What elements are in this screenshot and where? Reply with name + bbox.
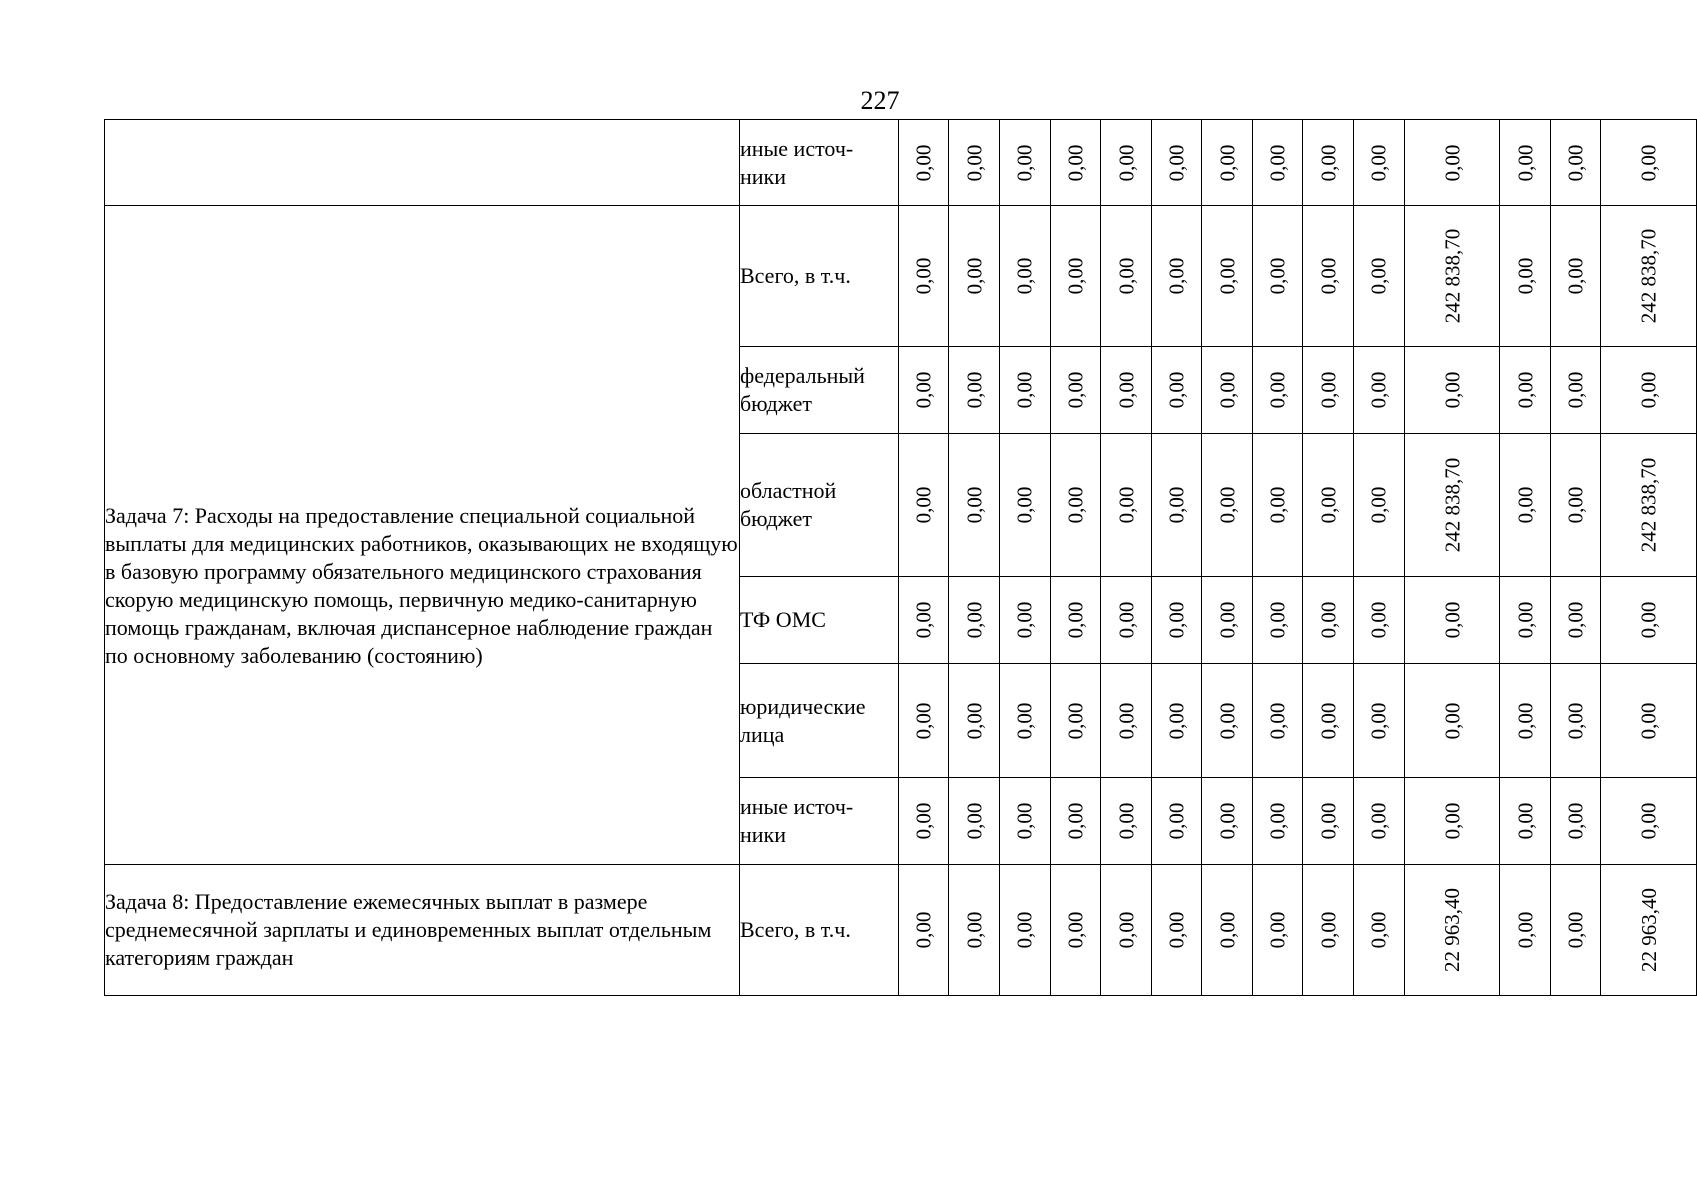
value-text: 0,00 — [1164, 802, 1189, 840]
funding-source-cell — [739, 347, 898, 434]
value-text: 0,00 — [1636, 371, 1661, 409]
value-cell — [1303, 120, 1354, 206]
value-text: 0,00 — [1512, 601, 1537, 639]
value-cell — [1404, 120, 1500, 206]
value-text: 0,00 — [1316, 911, 1341, 949]
value-cell — [949, 434, 1000, 577]
value-text: 0,00 — [1316, 371, 1341, 409]
value-cell — [1404, 664, 1500, 778]
value-text: 0,00 — [1063, 371, 1088, 409]
value-cell — [1101, 664, 1152, 778]
value-cell — [1500, 347, 1551, 434]
value-text: 0,00 — [911, 911, 936, 949]
value-cell — [1252, 664, 1303, 778]
value-cell — [1303, 865, 1354, 996]
value-cell — [1550, 347, 1601, 434]
value-text: 0,00 — [1113, 702, 1138, 739]
value-cell — [1354, 778, 1405, 865]
value-cell — [1202, 206, 1253, 347]
value-text: 0,00 — [1366, 144, 1391, 181]
value-text: 0,00 — [1563, 802, 1588, 840]
value-text: 0,00 — [1636, 702, 1661, 739]
value-cell — [949, 120, 1000, 206]
value-cell — [1500, 434, 1551, 577]
value-text: 0,00 — [1265, 601, 1290, 639]
value-cell — [1151, 206, 1202, 347]
value-text: 0,00 — [1316, 702, 1341, 739]
value-cell — [1050, 434, 1101, 577]
value-cell — [1151, 347, 1202, 434]
value-text: 0,00 — [1113, 486, 1138, 524]
value-text: 0,00 — [1316, 486, 1341, 524]
value-text: 0,00 — [1164, 371, 1189, 409]
value-cell — [1202, 577, 1253, 664]
value-text: 0,00 — [911, 601, 936, 639]
value-cell — [1354, 206, 1405, 347]
value-text: 0,00 — [911, 802, 936, 840]
value-cell — [1050, 120, 1101, 206]
value-cell — [1550, 778, 1601, 865]
value-cell — [1303, 577, 1354, 664]
value-cell — [1550, 434, 1601, 577]
value-text: 0,00 — [1012, 802, 1037, 840]
value-text: 242 838,70 — [1636, 228, 1661, 324]
value-text: 0,00 — [962, 911, 987, 949]
value-text: 0,00 — [1012, 911, 1037, 949]
value-text: 0,00 — [1366, 486, 1391, 524]
value-cell — [898, 778, 949, 865]
value-cell — [1252, 347, 1303, 434]
value-cell — [1601, 120, 1697, 206]
value-cell — [999, 434, 1050, 577]
value-text: 0,00 — [1316, 802, 1341, 840]
value-cell — [1354, 347, 1405, 434]
value-text: 0,00 — [911, 257, 936, 295]
funding-source-label: юридические лица — [739, 693, 866, 747]
value-cell — [1500, 577, 1551, 664]
value-cell — [1050, 347, 1101, 434]
value-text: 0,00 — [1563, 702, 1588, 739]
value-cell — [1404, 206, 1500, 347]
value-cell — [1151, 577, 1202, 664]
value-cell — [949, 778, 1000, 865]
funding-source-cell — [739, 577, 898, 664]
value-cell — [1050, 865, 1101, 996]
value-cell — [1601, 577, 1697, 664]
value-cell — [1151, 865, 1202, 996]
value-cell — [1500, 206, 1551, 347]
value-text: 0,00 — [1366, 371, 1391, 409]
value-cell — [1354, 865, 1405, 996]
value-text: 0,00 — [1063, 257, 1088, 295]
value-text: 22 963,40 — [1439, 888, 1464, 972]
value-cell — [1151, 434, 1202, 577]
value-text: 0,00 — [1439, 702, 1464, 739]
value-cell — [999, 120, 1050, 206]
value-text: 0,00 — [1063, 486, 1088, 524]
funding-source-cell — [739, 434, 898, 577]
value-text: 0,00 — [962, 601, 987, 639]
value-text: 0,00 — [1113, 371, 1138, 409]
value-text: 0,00 — [1164, 601, 1189, 639]
funding-source-cell — [739, 664, 898, 778]
value-text: 0,00 — [1063, 702, 1088, 739]
value-text: 0,00 — [1512, 144, 1537, 181]
value-cell — [1101, 577, 1152, 664]
value-cell — [1252, 434, 1303, 577]
value-text: 0,00 — [1215, 486, 1240, 524]
funding-source-label: иные источ-ники — [739, 794, 854, 847]
funding-source-label: иные источ-ники — [739, 135, 854, 189]
value-cell — [1550, 577, 1601, 664]
value-cell — [898, 347, 949, 434]
task-description-cell — [105, 865, 740, 996]
value-text: 0,00 — [1113, 601, 1138, 639]
value-cell — [898, 577, 949, 664]
value-text: 0,00 — [1215, 601, 1240, 639]
value-cell — [999, 347, 1050, 434]
value-text: 0,00 — [911, 702, 936, 739]
value-cell — [999, 206, 1050, 347]
value-cell — [1601, 664, 1697, 778]
value-cell — [898, 120, 949, 206]
value-text: 0,00 — [1265, 802, 1290, 840]
value-cell — [949, 664, 1000, 778]
task-description: Задача 8: Предоставление ежемесячных выплат в размере среднемесячной зарплаты и единовременных выплат отдельным категориям граждан — [105, 889, 712, 970]
value-cell — [1500, 865, 1551, 996]
value-text: 0,00 — [1316, 257, 1341, 295]
value-text: 0,00 — [1265, 371, 1290, 409]
value-cell — [1202, 664, 1253, 778]
value-text: 0,00 — [1265, 257, 1290, 295]
funding-source-cell — [739, 206, 898, 347]
value-text: 0,00 — [911, 371, 936, 409]
value-text: 0,00 — [1439, 371, 1464, 409]
value-cell — [898, 664, 949, 778]
value-text: 0,00 — [1265, 486, 1290, 524]
value-cell — [1101, 347, 1152, 434]
value-text: 0,00 — [1113, 802, 1138, 840]
value-cell — [949, 206, 1000, 347]
value-cell — [1252, 120, 1303, 206]
value-text: 0,00 — [1563, 911, 1588, 949]
value-cell — [1404, 577, 1500, 664]
value-cell — [1303, 778, 1354, 865]
value-text: 0,00 — [1636, 601, 1661, 639]
value-text: 22 963,40 — [1636, 888, 1661, 972]
value-text: 0,00 — [962, 802, 987, 840]
funding-source-label: областной бюджет — [739, 478, 837, 531]
value-cell — [999, 865, 1050, 996]
value-cell — [1303, 347, 1354, 434]
value-text: 0,00 — [1265, 911, 1290, 949]
value-cell — [1601, 434, 1697, 577]
value-text: 0,00 — [1113, 911, 1138, 949]
value-cell — [1550, 120, 1601, 206]
value-text: 0,00 — [1366, 702, 1391, 739]
value-text: 0,00 — [1012, 601, 1037, 639]
value-text: 0,00 — [1316, 601, 1341, 639]
value-text: 0,00 — [1012, 257, 1037, 295]
funding-source-label: Всего, в т.ч. — [739, 917, 851, 942]
value-text: 0,00 — [1563, 257, 1588, 295]
funding-source-label: ТФ ОМС — [739, 607, 826, 632]
value-text: 0,00 — [1366, 601, 1391, 639]
value-cell — [1550, 206, 1601, 347]
value-cell — [1252, 778, 1303, 865]
value-cell — [1354, 434, 1405, 577]
value-cell — [1252, 577, 1303, 664]
value-text: 0,00 — [911, 144, 936, 181]
value-text: 0,00 — [1164, 702, 1189, 739]
value-text: 0,00 — [1164, 257, 1189, 295]
value-cell — [1404, 347, 1500, 434]
value-text: 0,00 — [1366, 802, 1391, 840]
value-cell — [1354, 577, 1405, 664]
value-text: 0,00 — [1063, 144, 1088, 181]
value-cell — [1202, 347, 1253, 434]
funding-source-label: федеральный бюджет — [739, 363, 865, 416]
value-cell — [1202, 434, 1253, 577]
funding-source-cell — [739, 865, 898, 996]
value-text: 0,00 — [1265, 702, 1290, 739]
value-text: 242 838,70 — [1636, 457, 1661, 553]
value-cell — [1202, 778, 1253, 865]
value-cell — [1354, 664, 1405, 778]
value-cell — [898, 434, 949, 577]
value-cell — [949, 577, 1000, 664]
value-text: 0,00 — [1063, 802, 1088, 840]
task-description-cell — [105, 206, 740, 865]
value-text: 0,00 — [1636, 144, 1661, 181]
value-text: 0,00 — [1563, 601, 1588, 639]
value-text: 0,00 — [1512, 257, 1537, 295]
value-text: 0,00 — [1113, 257, 1138, 295]
table-row — [105, 206, 1697, 347]
value-cell — [1202, 865, 1253, 996]
task-description: Задача 7: Расходы на предоставление специальной социальной выплаты для медицинских работников, оказывающих не входящую в базовую программу обязательного медицинского страхования скорую медицинскую помощь, первичную медико-санитарную помощь гражданам, включая диспансерное наблюдение граждан по основному заболеванию (состоянию) — [105, 503, 738, 668]
value-cell — [1550, 664, 1601, 778]
value-cell — [1303, 664, 1354, 778]
value-text: 0,00 — [1512, 802, 1537, 840]
value-text: 0,00 — [1512, 486, 1537, 524]
value-cell — [949, 865, 1000, 996]
value-text: 0,00 — [962, 486, 987, 524]
value-cell — [1050, 778, 1101, 865]
value-text: 0,00 — [1215, 911, 1240, 949]
value-text: 0,00 — [1439, 144, 1464, 181]
table-row — [105, 120, 1697, 206]
value-cell — [1404, 865, 1500, 996]
value-cell — [1101, 206, 1152, 347]
value-text: 242 838,70 — [1439, 228, 1464, 324]
value-text: 0,00 — [1012, 702, 1037, 739]
funding-source-cell — [739, 778, 898, 865]
value-text: 0,00 — [1512, 371, 1537, 409]
value-cell — [1404, 434, 1500, 577]
budget-table — [104, 119, 1697, 996]
funding-source-cell — [739, 120, 898, 206]
value-text: 0,00 — [1265, 144, 1290, 181]
task-description-cell — [105, 120, 740, 206]
value-text: 0,00 — [1512, 911, 1537, 949]
value-text: 0,00 — [911, 486, 936, 524]
value-text: 0,00 — [1164, 144, 1189, 181]
value-cell — [1050, 577, 1101, 664]
value-text: 0,00 — [1215, 371, 1240, 409]
page-number: 227 — [860, 86, 900, 115]
value-text: 0,00 — [1439, 802, 1464, 840]
value-cell — [1500, 778, 1551, 865]
value-cell — [1050, 664, 1101, 778]
value-cell — [1550, 865, 1601, 996]
value-cell — [1601, 206, 1697, 347]
value-cell — [1500, 120, 1551, 206]
value-text: 0,00 — [1215, 802, 1240, 840]
value-text: 0,00 — [1366, 257, 1391, 295]
value-text: 0,00 — [1563, 371, 1588, 409]
value-text: 0,00 — [1563, 486, 1588, 524]
value-text: 0,00 — [1215, 257, 1240, 295]
value-text: 0,00 — [1215, 144, 1240, 181]
value-cell — [1601, 778, 1697, 865]
value-text: 0,00 — [962, 702, 987, 739]
value-cell — [1500, 664, 1551, 778]
value-text: 0,00 — [962, 371, 987, 409]
value-text: 0,00 — [1164, 911, 1189, 949]
value-cell — [1354, 120, 1405, 206]
value-cell — [898, 206, 949, 347]
value-text: 0,00 — [962, 257, 987, 295]
value-text: 0,00 — [1316, 144, 1341, 181]
value-cell — [1151, 120, 1202, 206]
value-text: 0,00 — [1512, 702, 1537, 739]
value-text: 0,00 — [1063, 601, 1088, 639]
value-cell — [999, 577, 1050, 664]
value-text: 0,00 — [1215, 702, 1240, 739]
table-row — [105, 865, 1697, 996]
value-cell — [1252, 865, 1303, 996]
value-cell — [1101, 120, 1152, 206]
value-cell — [1151, 664, 1202, 778]
value-cell — [1404, 778, 1500, 865]
value-cell — [1303, 206, 1354, 347]
funding-source-label: Всего, в т.ч. — [739, 263, 851, 288]
value-text: 0,00 — [1012, 486, 1037, 524]
value-cell — [1101, 434, 1152, 577]
value-text: 0,00 — [1439, 601, 1464, 639]
value-text: 0,00 — [1563, 144, 1588, 181]
value-text: 0,00 — [1636, 802, 1661, 840]
value-text: 0,00 — [1164, 486, 1189, 524]
value-cell — [898, 865, 949, 996]
value-text: 0,00 — [1113, 144, 1138, 181]
value-cell — [1101, 778, 1152, 865]
value-cell — [1601, 865, 1697, 996]
value-text: 0,00 — [1012, 371, 1037, 409]
value-text: 0,00 — [1012, 144, 1037, 181]
value-text: 0,00 — [1366, 911, 1391, 949]
value-cell — [1101, 865, 1152, 996]
value-cell — [1151, 778, 1202, 865]
value-cell — [1050, 206, 1101, 347]
value-cell — [1303, 434, 1354, 577]
value-text: 242 838,70 — [1439, 457, 1464, 553]
value-text: 0,00 — [962, 144, 987, 181]
value-cell — [1252, 206, 1303, 347]
value-cell — [1202, 120, 1253, 206]
value-cell — [999, 664, 1050, 778]
value-cell — [999, 778, 1050, 865]
value-cell — [949, 347, 1000, 434]
value-text: 0,00 — [1063, 911, 1088, 949]
value-cell — [1601, 347, 1697, 434]
